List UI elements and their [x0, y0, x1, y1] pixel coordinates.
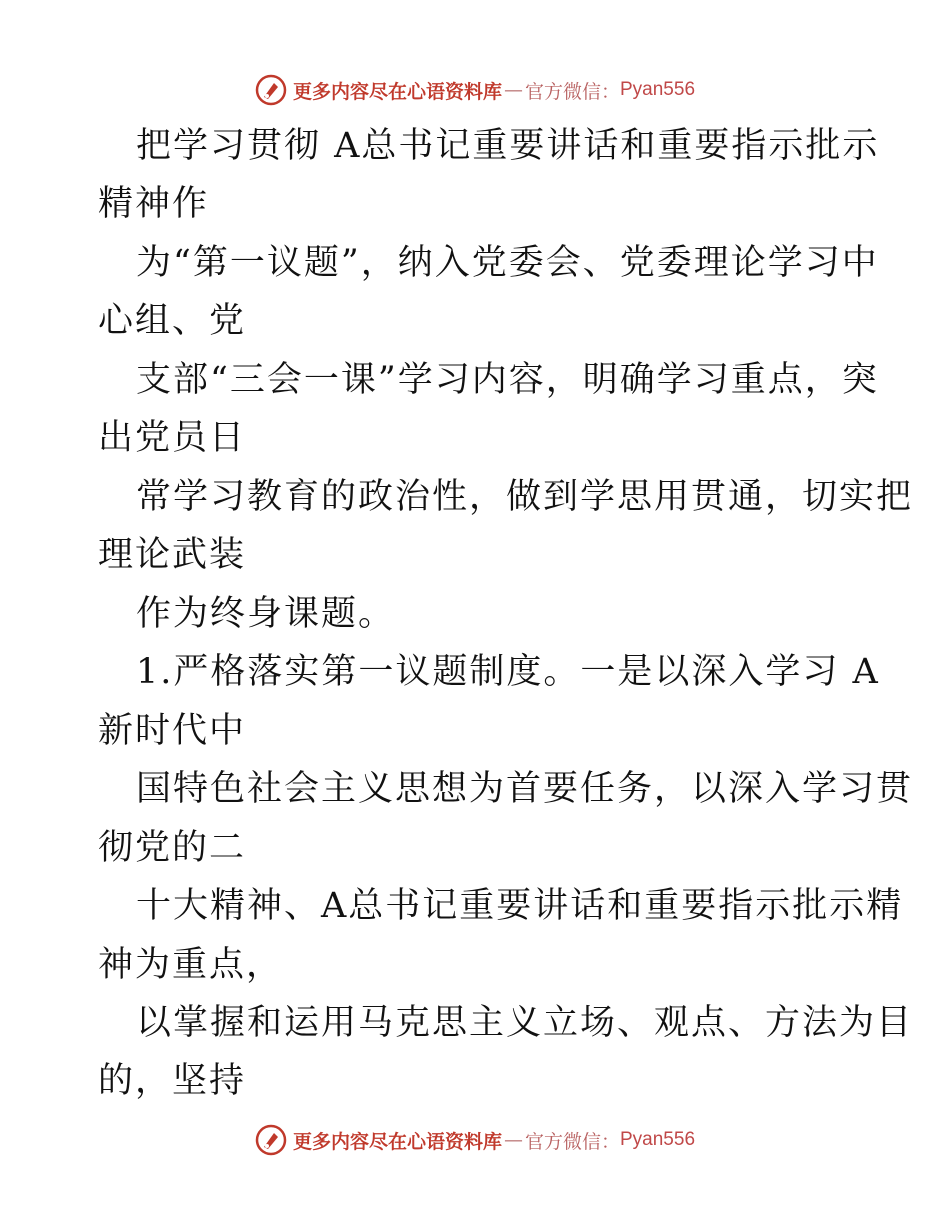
- watermark-dash: —: [503, 1129, 523, 1151]
- text-line: 心组、党: [98, 301, 247, 341]
- text-line: 的，坚持: [98, 1061, 247, 1101]
- text-line: 理论武装: [98, 535, 247, 575]
- watermark-dash: —: [503, 79, 523, 101]
- watermark-wechat-id: Pyan556: [620, 79, 696, 100]
- text-line: 新时代中: [98, 711, 247, 751]
- watermark-main-text: 更多内容尽在心语资料库: [292, 1130, 502, 1153]
- text-line: 神为重点，: [98, 945, 284, 985]
- text-line: 彻党的二: [98, 828, 247, 868]
- text-line: 作为终身课题。: [136, 594, 396, 634]
- watermark-sub-text: 官方微信：: [524, 1130, 620, 1153]
- watermark-wechat-id: Pyan556: [620, 1129, 696, 1150]
- text-line: 支部“三会一课”学习内容，明确学习重点，突: [136, 360, 879, 400]
- text-line: 精神作: [98, 184, 210, 224]
- text-line: 国特色社会主义思想为首要任务，以深入学习贯: [136, 769, 914, 809]
- pen-nib-logo-icon: [255, 74, 287, 106]
- footer-watermark: [0, 1120, 950, 1160]
- header-watermark: [0, 70, 950, 110]
- watermark-main-text: 更多内容尽在心语资料库: [292, 80, 502, 103]
- text-line: 出党员日: [98, 418, 247, 458]
- text-line: 常学习教育的政治性，做到学思用贯通，切实把: [136, 477, 914, 517]
- pen-nib-logo-icon: [255, 1124, 287, 1156]
- text-line: 以掌握和运用马克思主义立场、观点、方法为目: [136, 1003, 914, 1043]
- text-line: 为“第一议题”，纳入党委会、党委理论学习中: [136, 243, 879, 283]
- watermark-sub-text: 官方微信：: [524, 80, 620, 103]
- text-line: 十大精神、A总书记重要讲话和重要指示批示精: [136, 886, 904, 926]
- text-line: 1.严格落实第一议题制度。一是以深入学习 A: [136, 652, 880, 692]
- text-line: 把学习贯彻 A总书记重要讲话和重要指示批示: [136, 126, 880, 166]
